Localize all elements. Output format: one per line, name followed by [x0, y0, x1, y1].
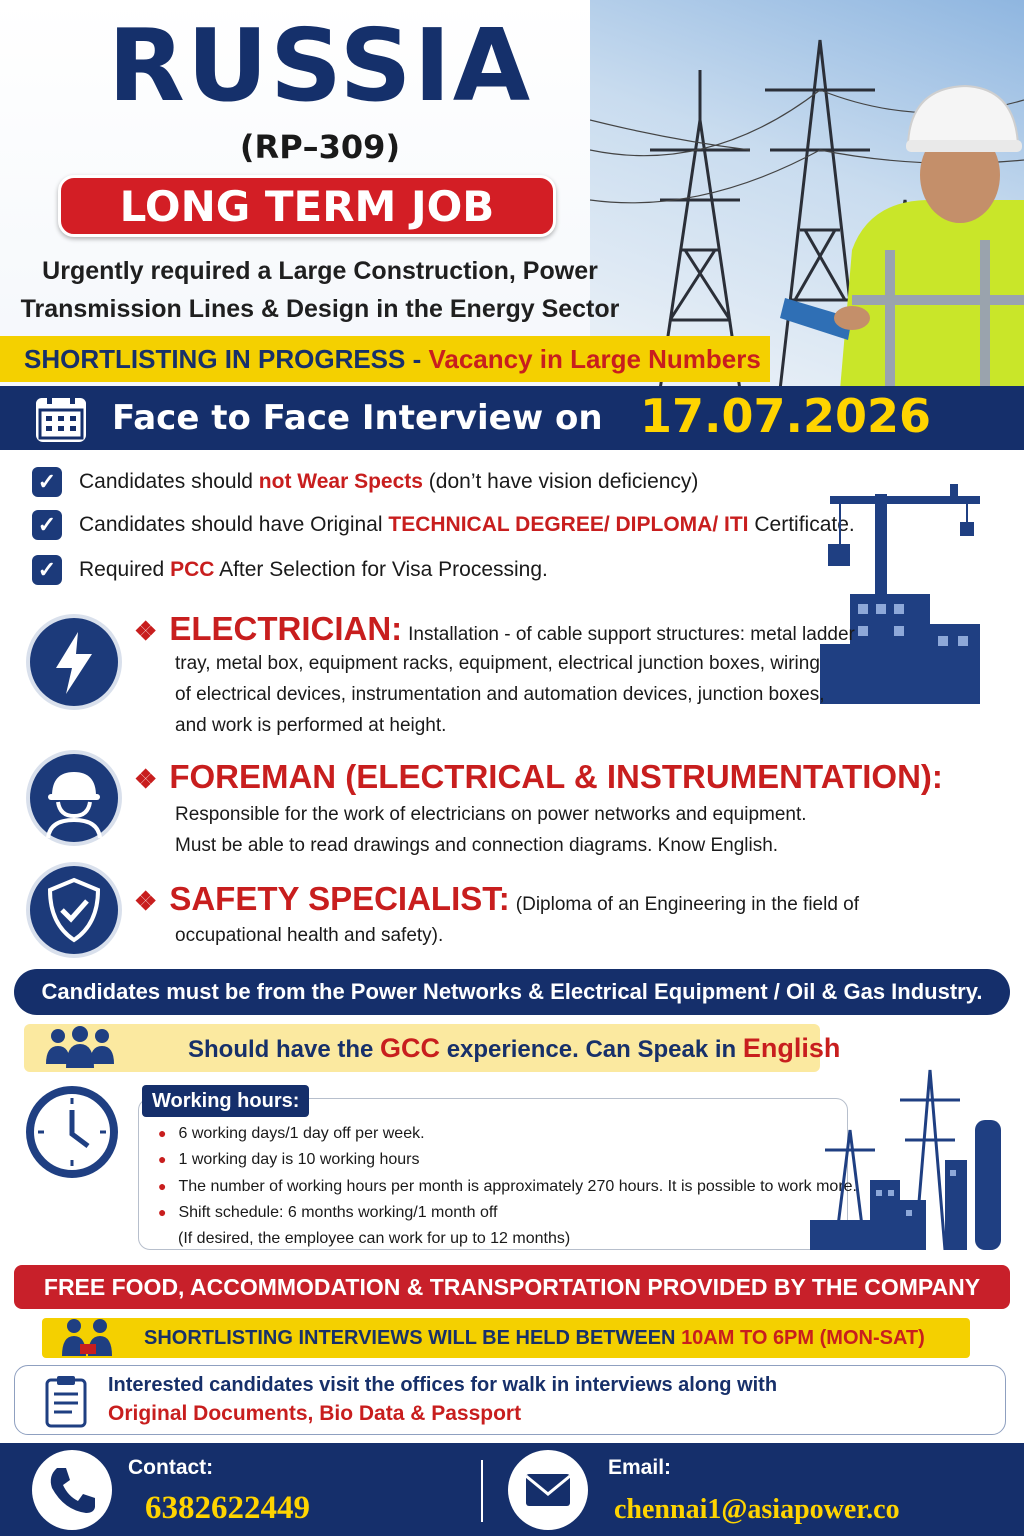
electrician-heading: ❖ ELECTRICIAN: Installation - of cable support structures: metal ladder	[134, 610, 855, 647]
lightning-icon	[26, 614, 122, 710]
hours-note: (If desired, the employee can work for up to 12 months)	[178, 1230, 571, 1247]
gcc-requirement: Should have the GCC experience. Can Speak in English	[188, 1033, 841, 1063]
construction-crane-illustration	[820, 474, 1010, 704]
hours-item: ● Shift schedule: 6 months working/1 month off	[158, 1204, 498, 1221]
foreman-description: Responsible for the work of electricians on power networks and equipment. Must be able to read drawings and connection diagrams. Know English.	[175, 804, 807, 856]
long-term-job-badge: LONG TERM JOB	[58, 175, 556, 237]
check-icon: ✓	[32, 555, 62, 585]
contact-email[interactable]: chennai1@asiapower.co	[614, 1494, 900, 1525]
hours-item: ● The number of working hours per month is approximately 270 hours. It is possible to work more.	[158, 1178, 857, 1195]
phone-icon	[32, 1450, 112, 1530]
hours-item: ● 1 working day is 10 working hours	[158, 1151, 420, 1168]
interview-people-icon	[60, 1316, 116, 1360]
interview-date: 17.07.2026	[640, 389, 932, 443]
requirement-text: Candidates should have Original TECHNICAL DEGREE/ DIPLOMA/ ITI Certificate.	[79, 513, 855, 536]
people-group-icon	[44, 1024, 116, 1072]
check-icon: ✓	[32, 467, 62, 497]
documents-line-2: Original Documents, Bio Data & Passport	[108, 1402, 522, 1425]
footer-divider	[481, 1460, 483, 1522]
benefits-banner: FREE FOOD, ACCOMMODATION & TRANSPORTATION PROVIDED BY THE COMPANY	[14, 1265, 1010, 1309]
clock-icon	[24, 1084, 120, 1180]
safety-title: SAFETY SPECIALIST:	[169, 880, 510, 917]
industry-note: Candidates must be from the Power Networks & Electrical Equipment / Oil & Gas Industry.	[14, 969, 1010, 1015]
requirement-item	[32, 466, 698, 498]
requirement-text: Candidates should not Wear Spects (don’t have vision deficiency)	[79, 470, 699, 493]
power-lines-worker-illustration	[590, 0, 1024, 390]
schedule-text: SHORTLISTING INTERVIEWS WILL BE HELD BETWEEN 10AM TO 6PM (MON-SAT)	[144, 1327, 925, 1349]
urgent-line-2: Transmission Lines & Design in the Energy Sector	[20, 295, 620, 323]
urgent-line-1: Urgently required a Large Construction, Power	[42, 257, 598, 285]
working-hours-label: Working hours:	[142, 1085, 309, 1117]
vacancy-label: Vacancy in Large Numbers	[428, 344, 761, 374]
electrician-inline-desc: Installation - of cable support structures: metal ladder	[408, 624, 855, 645]
safety-heading: ❖ SAFETY SPECIALIST: (Diploma of an Engineering in the field of	[134, 880, 860, 917]
safety-inline-desc: (Diploma of an Engineering in the field of	[515, 894, 860, 915]
city-skyline-illustration	[780, 1030, 1010, 1250]
requirement-item	[32, 554, 548, 586]
documents-line-1: Interested candidates visit the offices for walk in interviews along with	[108, 1374, 778, 1396]
contact-phone[interactable]: 6382622449	[145, 1490, 310, 1526]
hours-item: ● 6 working days/1 day off per week.	[158, 1125, 425, 1142]
clipboard-icon	[44, 1374, 88, 1428]
contact-label: Contact:	[128, 1456, 214, 1479]
requirement-item	[32, 509, 855, 541]
electrician-description: tray, metal box, equipment racks, equipment, electrical junction boxes, wiring of electrical devices, instrumentation and automation devices, junction boxes, and work is performed at height.	[175, 653, 825, 736]
working-hours-box	[138, 1098, 848, 1250]
shortlisting-banner	[0, 336, 770, 382]
foreman-heading: ❖ FOREMAN (ELECTRICAL & INSTRUMENTATION):	[134, 758, 943, 795]
shortlisting-label: SHORTLISTING IN PROGRESS -	[24, 344, 429, 374]
worker-helmet-icon	[26, 750, 122, 846]
safety-description: occupational health and safety).	[175, 925, 444, 946]
job-code: (RP–309)	[239, 128, 401, 166]
shield-check-icon	[26, 862, 122, 958]
electrician-title: ELECTRICIAN:	[169, 610, 403, 647]
page-title: RUSSIA	[107, 7, 533, 124]
email-label: Email:	[608, 1456, 672, 1479]
envelope-icon	[508, 1450, 588, 1530]
requirement-text: Required PCC After Selection for Visa Processing.	[79, 558, 548, 581]
calendar-icon	[36, 398, 86, 442]
interview-label: Face to Face Interview on	[112, 398, 603, 438]
urgent-requirement-text	[0, 252, 640, 328]
check-icon: ✓	[32, 510, 62, 540]
foreman-title: FOREMAN (ELECTRICAL & INSTRUMENTATION):	[169, 758, 943, 795]
